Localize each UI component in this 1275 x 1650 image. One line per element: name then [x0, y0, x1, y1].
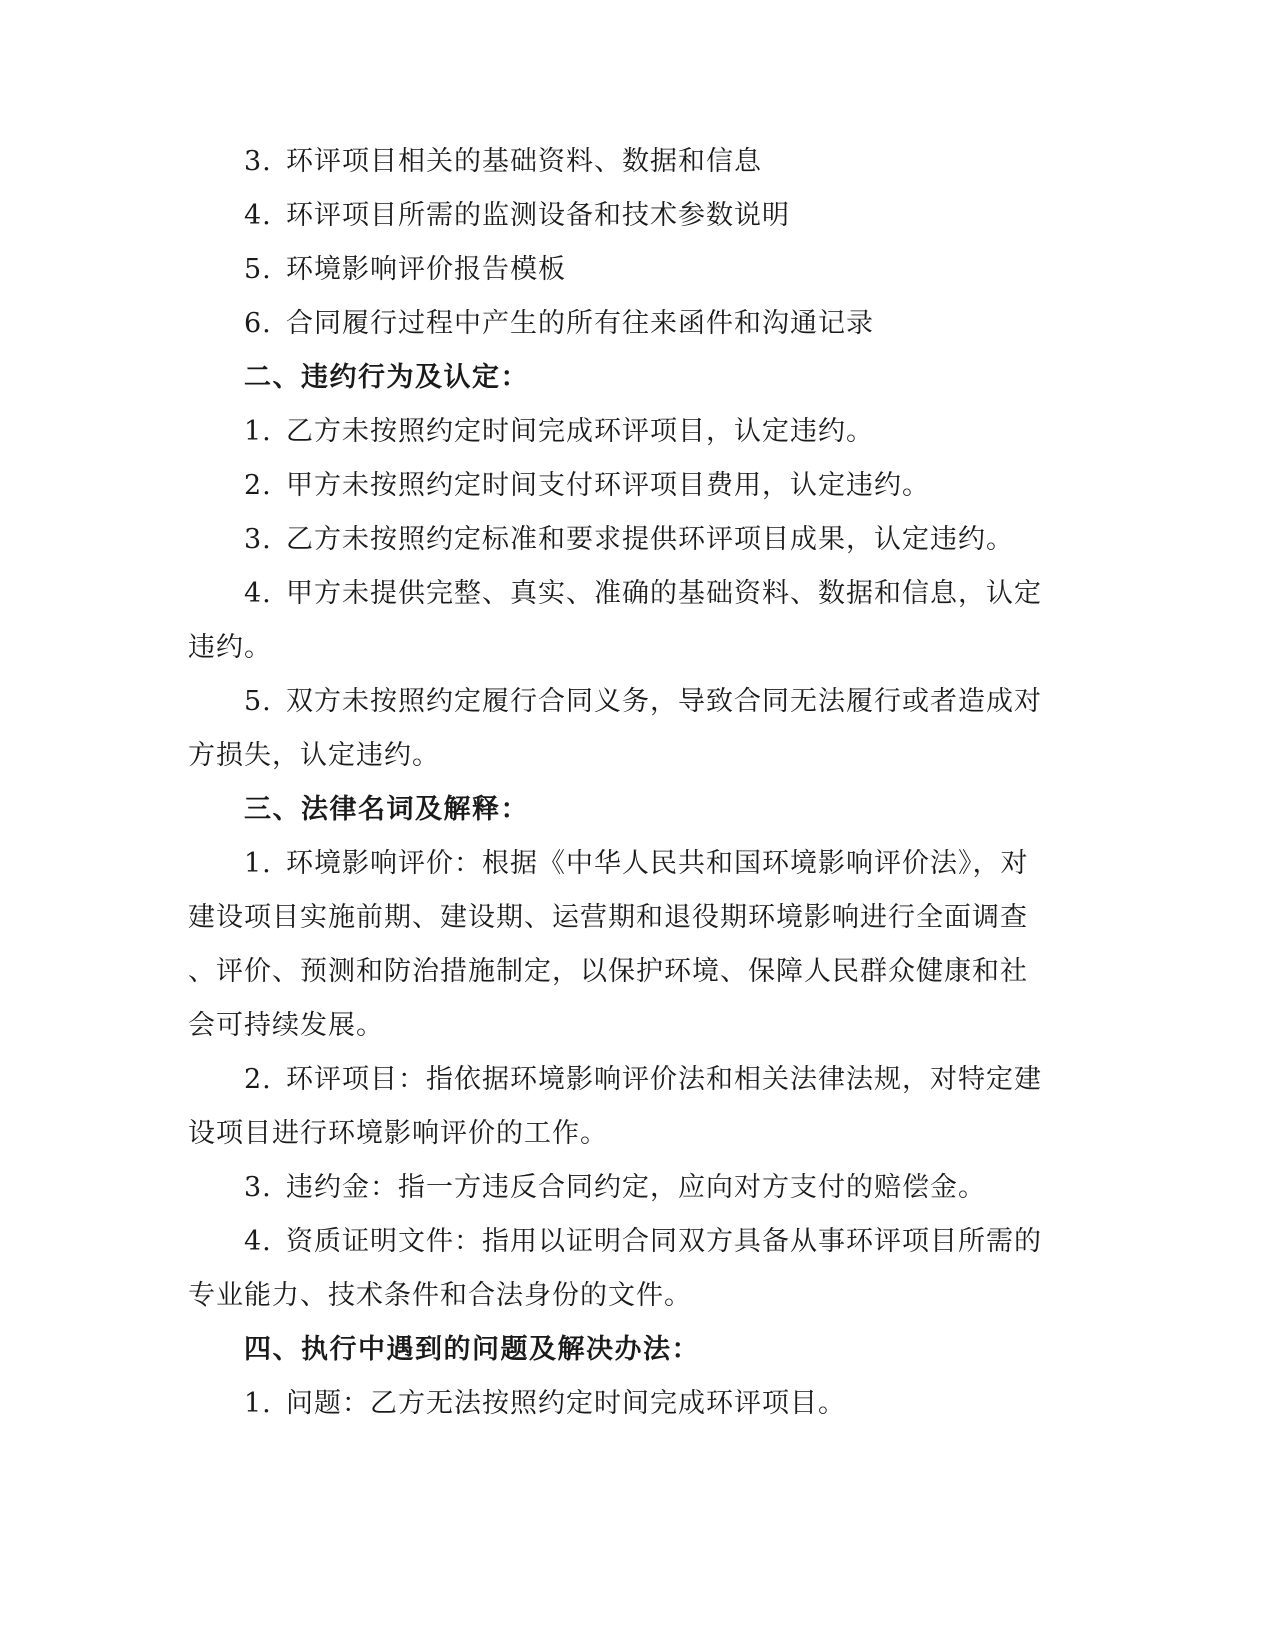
item-number: 5.	[244, 686, 272, 717]
item-continuation: 方损失，认定违约。	[188, 740, 440, 771]
item-text: 双方未按照约定履行合同义务，导致合同无法履行或者造成对	[286, 686, 1042, 717]
list-item	[244, 304, 1144, 344]
item-text: 乙方未按照约定时间完成环评项目，认定违约。	[286, 416, 874, 447]
list-item	[244, 142, 1144, 182]
item-number: 3.	[244, 146, 272, 177]
item-number: 3.	[244, 524, 272, 555]
item-text: 违约金：指一方违反合同约定，应向对方支付的赔偿金。	[286, 1172, 986, 1203]
item-number: 6.	[244, 308, 272, 339]
item-text: 环境影响评价：根据《中华人民共和国环境影响评价法》，对	[286, 848, 1029, 879]
item-number: 5.	[244, 254, 272, 285]
list-item	[244, 1060, 1144, 1100]
item-continuation: 会可持续发展。	[188, 1010, 384, 1041]
section-heading: 二、违约行为及认定：	[244, 362, 529, 393]
list-item	[244, 1384, 1144, 1424]
list-item	[244, 250, 1144, 290]
item-continuation: 违约。	[188, 632, 272, 663]
item-text: 合同履行过程中产生的所有往来函件和沟通记录	[286, 308, 874, 339]
item-number: 1.	[244, 1388, 272, 1419]
list-item	[244, 574, 1144, 614]
item-number: 2.	[244, 470, 272, 501]
item-text: 甲方未提供完整、真实、准确的基础资料、数据和信息，认定	[286, 578, 1042, 609]
list-item	[244, 196, 1144, 236]
item-number: 4.	[244, 578, 272, 609]
item-number: 1.	[244, 416, 272, 447]
item-continuation: 建设项目实施前期、建设期、运营期和退役期环境影响进行全面调查	[188, 902, 1028, 933]
item-text: 环评项目所需的监测设备和技术参数说明	[286, 200, 790, 231]
item-number: 1.	[244, 848, 272, 879]
item-continuation: 设项目进行环境影响评价的工作。	[188, 1118, 608, 1149]
item-text: 问题：乙方无法按照约定时间完成环评项目。	[286, 1388, 846, 1419]
item-text: 环评项目：指依据环境影响评价法和相关法律法规，对特定建	[286, 1064, 1042, 1095]
item-text: 乙方未按照约定标准和要求提供环评项目成果，认定违约。	[286, 524, 1014, 555]
item-number: 4.	[244, 200, 272, 231]
item-number: 4.	[244, 1226, 272, 1257]
item-number: 2.	[244, 1064, 272, 1095]
list-item	[244, 520, 1144, 560]
item-text: 环评项目相关的基础资料、数据和信息	[286, 146, 762, 177]
item-text: 环境影响评价报告模板	[286, 254, 566, 285]
item-text: 甲方未按照约定时间支付环评项目费用，认定违约。	[286, 470, 930, 501]
item-number: 3.	[244, 1172, 272, 1203]
section-heading: 四、执行中遇到的问题及解决办法：	[244, 1334, 700, 1365]
list-item	[244, 1168, 1144, 1208]
item-continuation: 专业能力、技术条件和合法身份的文件。	[188, 1280, 692, 1311]
list-item	[244, 682, 1144, 722]
item-continuation: 、评价、预测和防治措施制定，以保护环境、保障人民群众健康和社	[188, 956, 1028, 987]
list-item	[244, 844, 1144, 884]
list-item	[244, 1222, 1144, 1262]
list-item	[244, 412, 1144, 452]
item-text: 资质证明文件：指用以证明合同双方具备从事环评项目所需的	[286, 1226, 1042, 1257]
list-item	[244, 466, 1144, 506]
section-heading: 三、法律名词及解释：	[244, 794, 529, 825]
